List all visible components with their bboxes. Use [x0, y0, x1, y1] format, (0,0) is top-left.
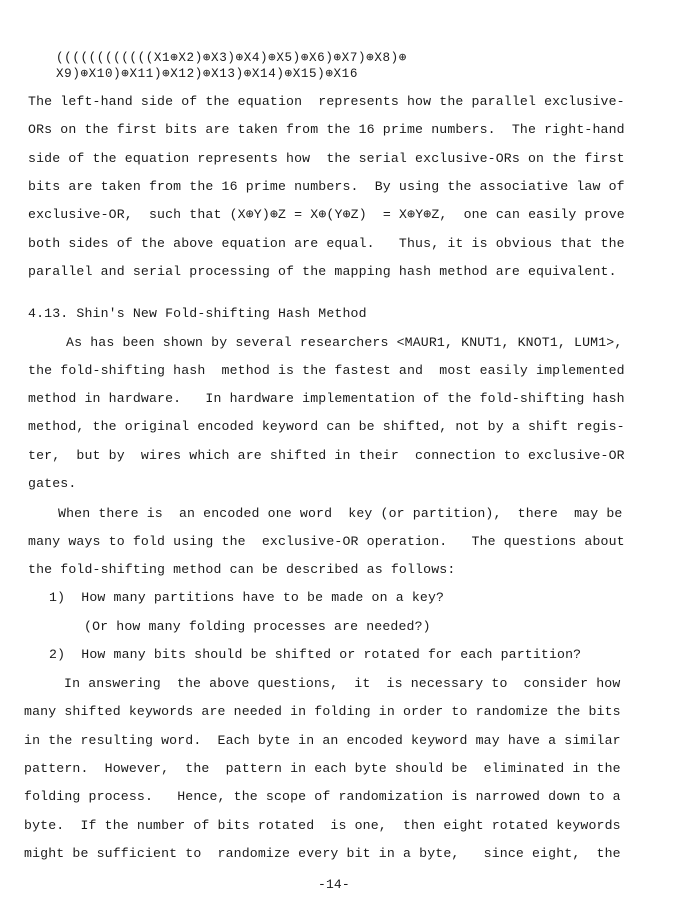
paragraph-line: many shifted keywords are needed in folding in order to randomize the bits	[24, 704, 621, 719]
paragraph-line: in the resulting word. Each byte in an encoded keyword may have a similar	[24, 733, 621, 748]
paragraph-line: both sides of the above equation are equal. Thus, it is obvious that the	[28, 236, 625, 251]
paragraph-line: As has been shown by several researchers <MAUR1, KNUT1, KNOT1, LUM1>,	[66, 335, 623, 350]
page-number: -14-	[318, 877, 350, 892]
list-item-continuation: (Or how many folding processes are needed?)	[84, 619, 431, 634]
paragraph-line: bits are taken from the 16 prime numbers. By using the associative law of	[28, 179, 625, 194]
paragraph-line: byte. If the number of bits rotated is one, then eight rotated keywords	[24, 818, 621, 833]
equation-line-2: X9)⊕X10)⊕X11)⊕X12)⊕X13)⊕X14)⊕X15)⊕X16	[56, 67, 358, 81]
paragraph-line: parallel and serial processing of the mapping hash method are equivalent.	[28, 264, 617, 279]
paragraph-line: many ways to fold using the exclusive-OR operation. The questions about	[28, 534, 625, 549]
paragraph-line: method, the original encoded keyword can be shifted, not by a shift regis-	[28, 419, 625, 434]
paragraph-line: exclusive-OR, such that (X⊕Y)⊕Z = X⊕(Y⊕Z) = X⊕Y⊕Z, one can easily prove	[28, 207, 625, 222]
paragraph-line: pattern. However, the pattern in each byte should be eliminated in the	[24, 761, 621, 776]
paragraph-line: might be sufficient to randomize every bit in a byte, since eight, the	[24, 846, 621, 861]
paragraph-line: gates.	[28, 476, 77, 491]
paragraph-line: ter, but by wires which are shifted in their connection to exclusive-OR	[28, 448, 625, 463]
section-heading: 4.13. Shin's New Fold-shifting Hash Method	[28, 306, 367, 321]
paragraph-line: side of the equation represents how the serial exclusive-ORs on the first	[28, 151, 625, 166]
paragraph-line: method in hardware. In hardware implementation of the fold-shifting hash	[28, 391, 625, 406]
paragraph-line: ORs on the first bits are taken from the 16 prime numbers. The right-hand	[28, 122, 625, 137]
equation-line-1: ((((((((((((X1⊕X2)⊕X3)⊕X4)⊕X5)⊕X6)⊕X7)⊕X8)⊕	[56, 51, 407, 65]
list-item: 2) How many bits should be shifted or rotated for each partition?	[49, 647, 582, 662]
paragraph-line: The left-hand side of the equation represents how the parallel exclusive-	[28, 94, 625, 109]
paragraph-line: In answering the above questions, it is necessary to consider how	[64, 676, 621, 691]
paragraph-line: When there is an encoded one word key (or partition), there may be	[58, 506, 623, 521]
paragraph-line: the fold-shifting method can be described as follows:	[28, 562, 456, 577]
paragraph-line: the fold-shifting hash method is the fastest and most easily implemented	[28, 363, 625, 378]
paragraph-line: folding process. Hence, the scope of randomization is narrowed down to a	[24, 789, 621, 804]
list-item: 1) How many partitions have to be made on a key?	[49, 590, 445, 605]
